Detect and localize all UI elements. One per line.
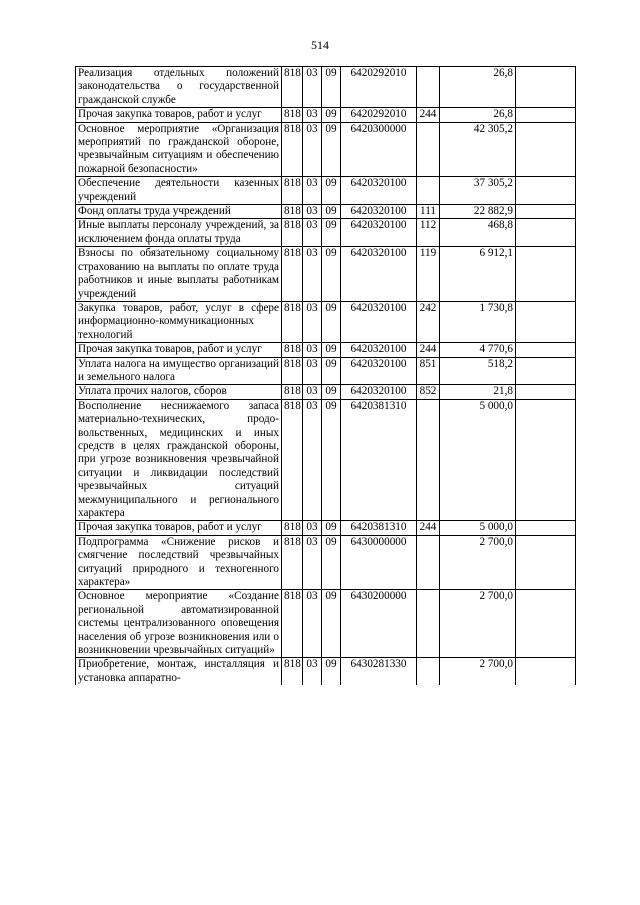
cell-expense-type: 244 [417, 108, 440, 122]
cell-amount: 2 700,0 [440, 590, 516, 658]
cell-name: Иные выплаты персоналу учреждений, за исключением фонда оплаты труда [76, 219, 282, 247]
page-number: 514 [311, 38, 329, 52]
cell-amount: 22 882,9 [440, 205, 516, 219]
cell-extra [516, 205, 576, 219]
cell-target-article: 6420320100 [341, 343, 417, 357]
cell-grbs: 818 [282, 343, 303, 357]
cell-expense-type [417, 590, 440, 658]
cell-subsection: 09 [322, 590, 341, 658]
cell-section: 03 [303, 122, 322, 177]
cell-extra [516, 399, 576, 521]
cell-expense-type [417, 399, 440, 521]
cell-subsection: 09 [322, 521, 341, 535]
table-row [76, 357, 576, 385]
cell-grbs: 818 [282, 590, 303, 658]
cell-extra [516, 247, 576, 302]
cell-grbs: 818 [282, 301, 303, 342]
cell-grbs: 818 [282, 385, 303, 399]
cell-target-article: 6420292010 [341, 108, 417, 122]
cell-expense-type [417, 177, 440, 205]
cell-amount: 5 000,0 [440, 399, 516, 521]
cell-expense-type: 244 [417, 521, 440, 535]
table-row [76, 247, 576, 302]
cell-section: 03 [303, 658, 322, 685]
cell-subsection: 09 [322, 399, 341, 521]
cell-grbs: 818 [282, 535, 303, 590]
cell-subsection: 09 [322, 658, 341, 685]
table-row [76, 219, 576, 247]
table-row [76, 658, 576, 685]
cell-expense-type: 242 [417, 301, 440, 342]
cell-expense-type: 119 [417, 247, 440, 302]
table-row [76, 590, 576, 658]
cell-extra [516, 658, 576, 685]
cell-grbs: 818 [282, 67, 303, 108]
cell-section: 03 [303, 385, 322, 399]
cell-section: 03 [303, 219, 322, 247]
cell-section: 03 [303, 521, 322, 535]
cell-extra [516, 219, 576, 247]
cell-name: Основное мероприятие «Создание региональной автоматизированной системы централизованного оповещения населения об угрозе возникновения или о возникновении чрезвычайных ситуаций» [76, 590, 282, 658]
cell-subsection: 09 [322, 108, 341, 122]
cell-section: 03 [303, 205, 322, 219]
table-row [76, 67, 576, 108]
cell-target-article: 6420381310 [341, 399, 417, 521]
cell-name: Закупка товаров, работ, услуг в сфере информационно-коммуникационных технологий [76, 301, 282, 342]
cell-grbs: 818 [282, 399, 303, 521]
cell-extra [516, 343, 576, 357]
cell-expense-type: 851 [417, 357, 440, 385]
cell-name: Основное мероприятие «Организация мероприятий по гражданской обороне, чрезвычайным ситуациям и обеспечению пожарной безопасности» [76, 122, 282, 177]
cell-target-article: 6420320100 [341, 205, 417, 219]
cell-target-article: 6420320100 [341, 177, 417, 205]
cell-expense-type: 111 [417, 205, 440, 219]
cell-target-article: 6430281330 [341, 658, 417, 685]
cell-name: Прочая закупка товаров, работ и услуг [76, 521, 282, 535]
cell-section: 03 [303, 399, 322, 521]
table-row [76, 301, 576, 342]
table-row [76, 122, 576, 177]
cell-expense-type [417, 122, 440, 177]
cell-target-article: 6420320100 [341, 385, 417, 399]
cell-name: Фонд оплаты труда учреждений [76, 205, 282, 219]
cell-name: Прочая закупка товаров, работ и услуг [76, 108, 282, 122]
cell-subsection: 09 [322, 357, 341, 385]
table-row [76, 535, 576, 590]
cell-expense-type: 112 [417, 219, 440, 247]
cell-expense-type: 852 [417, 385, 440, 399]
cell-amount: 37 305,2 [440, 177, 516, 205]
cell-extra [516, 521, 576, 535]
table-row [76, 343, 576, 357]
budget-table [75, 66, 576, 685]
cell-extra [516, 177, 576, 205]
table-body [76, 67, 576, 686]
cell-amount: 468,8 [440, 219, 516, 247]
cell-target-article: 6420320100 [341, 219, 417, 247]
cell-grbs: 818 [282, 219, 303, 247]
cell-grbs: 818 [282, 122, 303, 177]
cell-amount: 6 912,1 [440, 247, 516, 302]
cell-section: 03 [303, 535, 322, 590]
cell-expense-type [417, 658, 440, 685]
cell-subsection: 09 [322, 301, 341, 342]
cell-subsection: 09 [322, 247, 341, 302]
table-row [76, 177, 576, 205]
cell-target-article: 6430200000 [341, 590, 417, 658]
cell-subsection: 09 [322, 177, 341, 205]
table-row [76, 385, 576, 399]
cell-subsection: 09 [322, 219, 341, 247]
cell-section: 03 [303, 357, 322, 385]
cell-subsection: 09 [322, 535, 341, 590]
table-row [76, 521, 576, 535]
cell-section: 03 [303, 301, 322, 342]
cell-expense-type [417, 67, 440, 108]
cell-target-article: 6430000000 [341, 535, 417, 590]
cell-section: 03 [303, 343, 322, 357]
cell-amount: 518,2 [440, 357, 516, 385]
cell-amount: 2 700,0 [440, 535, 516, 590]
cell-amount: 26,8 [440, 67, 516, 108]
cell-section: 03 [303, 590, 322, 658]
cell-name: Уплата прочих налогов, сборов [76, 385, 282, 399]
cell-target-article: 6420320100 [341, 247, 417, 302]
cell-name: Прочая закупка товаров, работ и услуг [76, 343, 282, 357]
cell-grbs: 818 [282, 247, 303, 302]
cell-name: Подпрограмма «Снижение рисков и смягчение последствий чрезвычайных ситуаций природного и техногенного характера» [76, 535, 282, 590]
cell-section: 03 [303, 108, 322, 122]
table-row [76, 399, 576, 521]
cell-extra [516, 590, 576, 658]
cell-name: Взносы по обязательному социальному страхованию на выплаты по оплате труда работников и иные выплаты работникам учреждений [76, 247, 282, 302]
cell-expense-type [417, 535, 440, 590]
cell-extra [516, 535, 576, 590]
cell-name: Уплата налога на имущество организаций и земельного налога [76, 357, 282, 385]
cell-subsection: 09 [322, 122, 341, 177]
cell-extra [516, 122, 576, 177]
cell-name: Восполнение неснижаемого запаса материально-технических, продовольственных, медицинских и иных средств в целях гражданской обороны, при угрозе возникновения чрезвычайной ситуации и ликвидации последствий чрезвычайных ситуаций межмуниципального и регионального характера [76, 399, 282, 521]
cell-target-article: 6420381310 [341, 521, 417, 535]
cell-subsection: 09 [322, 67, 341, 108]
cell-grbs: 818 [282, 357, 303, 385]
cell-subsection: 09 [322, 205, 341, 219]
cell-expense-type: 244 [417, 343, 440, 357]
cell-subsection: 09 [322, 343, 341, 357]
cell-grbs: 818 [282, 658, 303, 685]
cell-name: Реализация отдельных положений законодательства о государственной гражданской службе [76, 67, 282, 108]
cell-extra [516, 357, 576, 385]
cell-amount: 5 000,0 [440, 521, 516, 535]
cell-name: Обеспечение деятельности казенных учреждений [76, 177, 282, 205]
cell-target-article: 6420320100 [341, 301, 417, 342]
cell-amount: 42 305,2 [440, 122, 516, 177]
cell-amount: 1 730,8 [440, 301, 516, 342]
cell-grbs: 818 [282, 177, 303, 205]
table-row [76, 108, 576, 122]
cell-extra [516, 108, 576, 122]
cell-grbs: 818 [282, 205, 303, 219]
cell-amount: 26,8 [440, 108, 516, 122]
cell-target-article: 6420300000 [341, 122, 417, 177]
cell-target-article: 6420292010 [341, 67, 417, 108]
cell-amount: 4 770,6 [440, 343, 516, 357]
table-row [76, 205, 576, 219]
cell-target-article: 6420320100 [341, 357, 417, 385]
cell-extra [516, 385, 576, 399]
cell-section: 03 [303, 67, 322, 108]
cell-subsection: 09 [322, 385, 341, 399]
cell-extra [516, 301, 576, 342]
cell-section: 03 [303, 177, 322, 205]
cell-grbs: 818 [282, 108, 303, 122]
cell-name: Приобретение, монтаж, инсталляция и установка аппаратно- [76, 658, 282, 685]
cell-amount: 21,8 [440, 385, 516, 399]
cell-amount: 2 700,0 [440, 658, 516, 685]
cell-section: 03 [303, 247, 322, 302]
cell-grbs: 818 [282, 521, 303, 535]
cell-extra [516, 67, 576, 108]
